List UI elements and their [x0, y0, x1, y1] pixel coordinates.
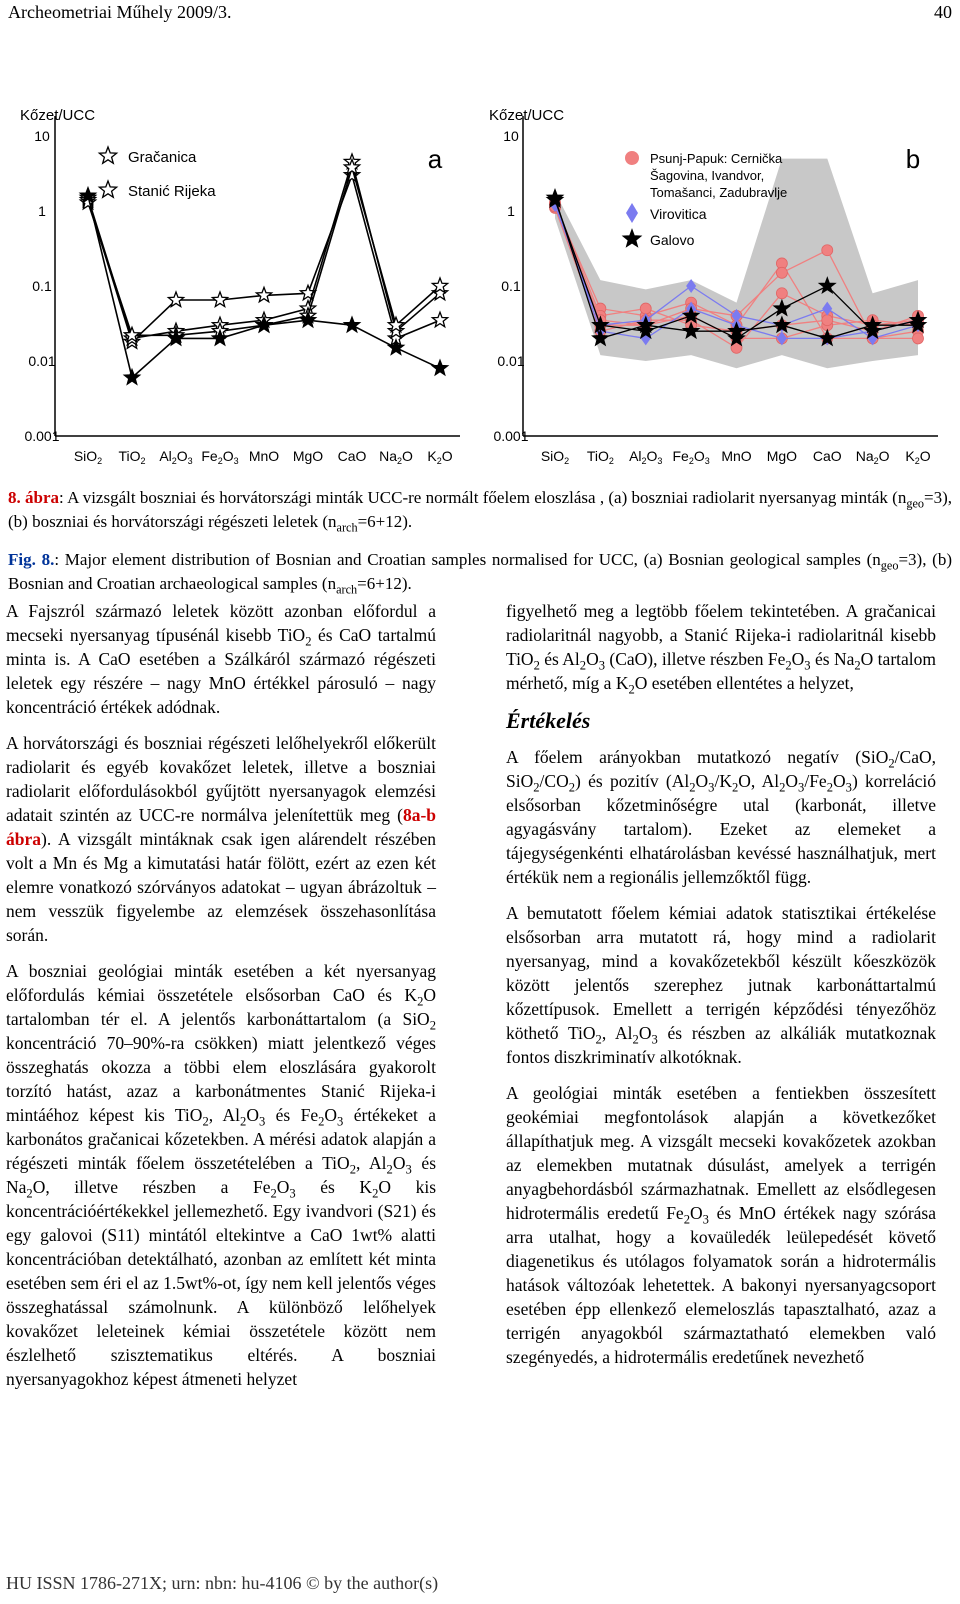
x-tick-label: $Al_2O_3$: [159, 448, 193, 466]
x-tick-label: $K_2O$: [427, 448, 453, 466]
data-point: [432, 312, 447, 327]
x-tick-label: MgO: [292, 448, 324, 464]
legend-marker: [99, 147, 116, 163]
caption-en-label: Fig. 8.: [8, 550, 55, 569]
caption-en-sub1: geo: [880, 558, 899, 573]
axis-title: Kőzet/UCC: [489, 107, 565, 124]
x-tick-label: CaO: [337, 448, 367, 464]
data-point: [640, 303, 651, 314]
data-point: [344, 317, 359, 332]
x-tick-label: SiO$_2$: [73, 448, 103, 466]
y-tick-label: 0.001: [493, 428, 529, 444]
paragraph: A Fajszról származó leletek között azonban előfordul a mecseki nyersanyag típusénál kisebb TiO$_2$ és CaO tartalmú minta is. A CaO esetében a Szálkáról származó régészeti leletek egy részére – nagy MnO értékkel párosuló – nagy koncentráció értékek adódnak.: [6, 601, 436, 717]
paragraph: A boszniai geológiai minták esetében a két nyersanyag előfordulás kémiai összetétele elsősorban CaO és $K_2O$ tartalomban tér el. A jelentős karbonáttartalom (a SiO$_2$ koncentráció 70–90%-ra csökken) miatt jelentkező véges összeghatás okozza a többi elem eloszlására gyakorolt torzító hatást, azaz a karbonátmentes Stanić Rijeka-i mintáéhoz képest kis TiO$_2$, $Al_2O_3$ és $Fe_2O_3$ értékeket a karbonátos gračanicai kőzetekben. A mérési adatok alapján a régészeti minták főelem összetételében a TiO$_2$, $Al_2O_3$ és $Na_2O$, illetve részben a $Fe_2O_3$ és $K_2O$ kis koncentrációértékekkel jellemezhető. Egy ivandvori (S21) és egy galovoi (S11) mintától eltekintve a CaO 1wt% alatti koncentrációban detektálható, azonban az említett két minta esetében sem éri el az 1.5wt%-ot, így nem kell jelentős véges összeghatással számolnunk. A különböző lelőhelyek kovakőzet leleteinek kémiai összetétele között nem észlelhető szisztematikus eltérés. A boszniai nyersanyagokhoz képest átmeneti helyzet: [6, 961, 437, 1389]
legend-label: Virovitica: [650, 206, 707, 222]
data-point: [822, 245, 833, 256]
page-number: 40: [934, 2, 952, 22]
x-tick-label: TiO$_2$: [586, 448, 614, 466]
data-point: [256, 287, 271, 301]
caption-en-text: : Major element distribution of Bosnian and Croatian samples normalised for UCC, (a) Bosnian geological samples (n: [54, 550, 881, 569]
y-tick-label: 0.1: [32, 278, 52, 294]
data-point: [212, 292, 227, 307]
caption-en-text3: =6+12).: [357, 574, 412, 593]
paragraph: A geológiai minták esetében a fentiekben összesített geokémiai megfontolások alapján a következőket állapíthatjuk meg. A vizsgált mecseki kovakőzetek azokban az elemekben mutatnak dúsulást, amelyek a terrigén anyagbehordásból származhatnak. Emellett az elsődlegesen hidrotermális eredetű $Fe_2O_3$ és MnO értékek nagy szórása arra utalhat, hogy a kovaüledék leülepedését követő diagenetikus és utólagos folyamatok során a hidrotermális hatások változóak lehetettek. A bakonyi nyersanyagcsoport esetében épp ellenkező elemeloszlás tapasztalható, azaz a terrigén anyagokból származtatható elemekben való szegényedés, a hidrotermális eredetűnek nevezhető: [506, 1083, 936, 1367]
right-column: [506, 599, 936, 1381]
panel-letter: a: [427, 144, 443, 174]
left-column: [6, 599, 436, 1403]
data-point: [776, 288, 787, 299]
caption-hu-text3: =6+12).: [357, 512, 413, 531]
caption-hu-sub1: geo: [906, 496, 925, 511]
data-point: [822, 315, 833, 326]
data-point: [776, 267, 787, 278]
journal-header: Archeometriai Műhely 2009/3.: [8, 2, 232, 22]
y-tick-label: 10: [34, 128, 50, 144]
y-tick-label: 10: [503, 128, 519, 144]
legend-marker: [625, 151, 639, 165]
x-tick-label: $Al_2O_3$: [629, 448, 663, 466]
legend-label: Šagovina, Ivandvor,: [650, 168, 765, 183]
x-tick-label: $K_2O$: [905, 448, 931, 466]
x-tick-label: MnO: [248, 448, 280, 464]
legend-marker: [623, 230, 640, 246]
data-point: [124, 370, 139, 385]
y-tick-label: 1: [38, 203, 46, 219]
x-tick-label: TiO$_2$: [118, 448, 146, 466]
caption-hu-label: 8. ábra: [8, 488, 60, 507]
paragraph: A főelem arányokban mutatkozó negatív (SiO$_2$/CaO, $SiO_2/CO_2$) és pozitív ($Al_2O_3/K_2O$, $Al_2O_3/Fe_2O_3$) korreláció elsősorban kőzetminőségre utal (karbonát, illetve agyagásvány tartalom). Ezeket az elemeket a tájegységenkénti elhatárolásban kevéssé használhatjuk, mert értékük nem a regionális jellemzőktől függ.: [506, 747, 936, 887]
legend-marker: [99, 181, 116, 197]
y-tick-label: 0.01: [28, 353, 56, 369]
x-tick-label: $Fe_2O_3$: [672, 448, 710, 466]
caption-en-sub2: arch: [336, 582, 358, 597]
x-tick-label: $Fe_2O_3$: [201, 448, 239, 466]
legend-label: Psunj-Papuk: Cernička: [650, 151, 783, 166]
paragraph: A bemutatott főelem kémiai adatok statisztikai értékelése elsősorban arra mutatott rá, hogy mind a radiolarit nyersanyag, mind a kovakőzetekből készült kőeszközök között jelentős szerephez jutnak karbonáttartalmú kőzettípusok. Emellett a terrigén képződési tényezőhöz köthető TiO$_2$, $Al_2O_3$ és részben az alkáliák mutatkoznak fontos diszkriminatív alkotóknak.: [506, 903, 936, 1067]
data-point: [913, 333, 924, 344]
section-heading: Értékelés: [506, 708, 591, 733]
x-tick-label: CaO: [812, 448, 842, 464]
paragraph: A horvátországi és boszniai régészeti lelőhelyekről előkerült radiolarit és egyéb kovakőzet leletek, illetve a boszniai radiolarit előfordulásokból gyűjtött nyersanyagok elemzési adatait szintén az UCC-re normálva jelenítettük meg (8a-b ábra). A vizsgált mintáknak csak igen alárendelt részében volt a Mn és Mg a kimutatási határ fölött, ezért az ezen két elemre vonatkozó szórványos adatokat – ugyan ábrázoltuk – nem vesszük figyelembe az elemzések összehasonlítása során.: [6, 733, 436, 945]
legend-label: Gračanica: [128, 149, 197, 166]
y-tick-label: 0.001: [24, 428, 60, 444]
paragraph: figyelhető meg a legtöbb főelem tekintetében. A gračanicai radiolaritnál nagyobb, a Stanić Rijeka-i radiolaritnál kisebb TiO$_2$ és $Al_2O_3$ (CaO), illetve részben $Fe_2O_3$ és $Na_2O$ tartalom mérhető, míg a $K_2O$ esetében ellentétes a helyzet,: [506, 601, 936, 697]
axis-title: Kőzet/UCC: [20, 107, 96, 124]
panel-letter: b: [905, 144, 921, 174]
caption-hungarian: [8, 486, 952, 534]
y-tick-label: 1: [507, 203, 515, 219]
caption-hu-sub2: arch: [336, 520, 358, 535]
x-tick-label: $Na_2O$: [855, 448, 890, 466]
caption-hu-text: : A vizsgált boszniai és horvátországi minták UCC-re normált főelem eloszlása , (a) boszniai radiolarit nyersanyag minták (n: [59, 488, 907, 507]
panel_a-group: [20, 107, 460, 444]
panel_b-group: [489, 107, 938, 444]
legend-label: Tomašanci, Zadubravlje: [650, 185, 788, 200]
legend-label: Galovo: [650, 232, 695, 248]
y-tick-label: 0.01: [497, 353, 525, 369]
data-point: [388, 340, 403, 355]
footer: HU ISSN 1786-271X; urn: nbn: hu-4106 © by the author(s): [6, 1573, 439, 1593]
caption-english: [8, 548, 952, 596]
legend-label: Stanić Rijeka: [128, 183, 216, 200]
caption-en-text2: =3), (b) Bosnian and Croatian archaeological samples (n: [8, 550, 953, 593]
figure-8-svg: [0, 96, 960, 476]
y-tick-label: 0.1: [501, 278, 521, 294]
legend-marker: [626, 203, 638, 223]
x-tick-label: SiO$_2$: [540, 448, 570, 466]
caption-hu-text2: =3), (b) boszniai és horvátországi régészeti leletek (n: [8, 488, 953, 531]
x-tick-label: MnO: [721, 448, 752, 464]
x-tick-label: $Na_2O$: [379, 448, 413, 466]
data-point: [432, 360, 447, 374]
figure-8: [0, 96, 960, 476]
x-tick-label: MgO: [766, 448, 798, 464]
